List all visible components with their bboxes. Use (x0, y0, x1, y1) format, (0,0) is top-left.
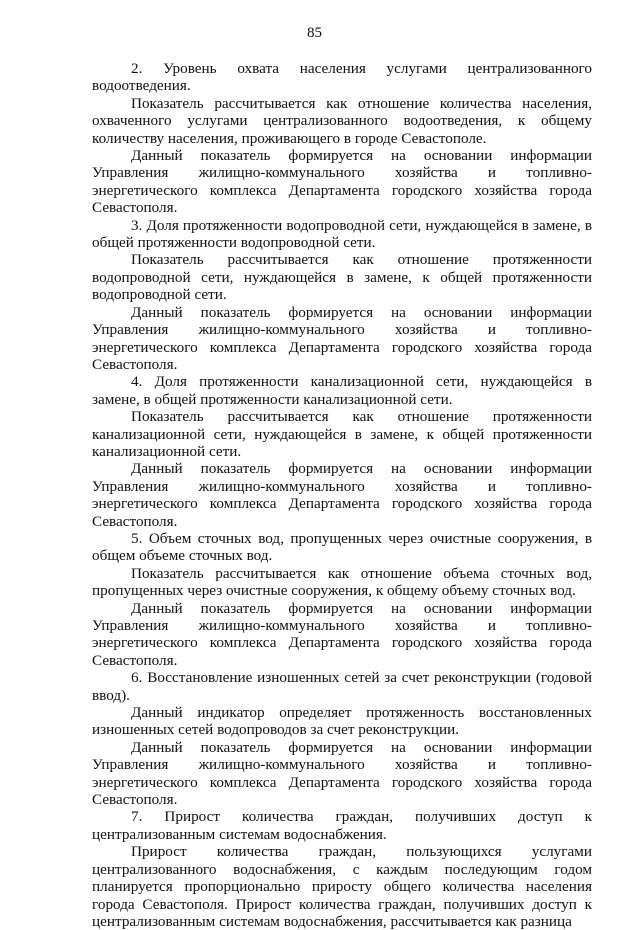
paragraph-item-3-source: Данный показатель формируется на основании информации Управления жилищно-коммунального хозяйства и топливно-энергетического комплекса Департамента городского хозяйства города Севастополя. (92, 303, 592, 373)
document-body (92, 60, 592, 930)
paragraph-item-2-calculation: Показатель рассчитывается как отношение количества населения, охваченного услугами централизованного водоотведения, к общему количеству населения, проживающего в городе Севастополе. (92, 94, 592, 147)
paragraph-item-6-calculation: Данный индикатор определяет протяженность восстановленных изношенных сетей водопроводов за счет реконструкции. (92, 704, 592, 739)
paragraph-item-2-heading: 2. Уровень охвата населения услугами централизованного водоотведения. (92, 60, 592, 95)
paragraph-item-5-calculation: Показатель рассчитывается как отношение объема сточных вод, пропущенных через очистные сооружения, к общему объему сточных вод. (92, 564, 592, 600)
paragraph-item-4-heading: 4. Доля протяженности канализационной сети, нуждающейся в замене, в общей протяженности канализационной сети. (92, 373, 592, 408)
paragraph-item-2-source: Данный показатель формируется на основании информации Управления жилищно-коммунального хозяйства и топливно-энергетического комплекса Департамента городского хозяйства города Севастополя. (92, 147, 592, 217)
paragraph-item-5-heading: 5. Объем сточных вод, пропущенных через очистные сооружения, в общем объеме сточных вод. (92, 529, 592, 565)
page-number: 85 (307, 25, 322, 41)
paragraph-item-3-calculation: Показатель рассчитывается как отношение протяженности водопроводной сети, нуждающейся в замене, к общей протяженности водопроводной сети. (92, 251, 592, 304)
paragraph-item-7-heading: 7. Прирост количества граждан, получивших доступ к централизованным системам водоснабжения. (92, 808, 592, 843)
paragraph-item-6-source: Данный показатель формируется на основании информации Управления жилищно-коммунального хозяйства и топливно-энергетического комплекса Департамента городского хозяйства города Севастополя. (92, 738, 592, 809)
paragraph-item-3-heading: 3. Доля протяженности водопроводной сети, нуждающейся в замене, в общей протяженности водопроводной сети. (92, 216, 592, 252)
paragraph-item-4-source: Данный показатель формируется на основании информации Управления жилищно-коммунального хозяйства и топливно-энергетического комплекса Департамента городского хозяйства города Севастополя. (92, 460, 592, 530)
paragraph-item-6-heading: 6. Восстановление изношенных сетей за счет реконструкции (годовой ввод). (92, 669, 592, 704)
paragraph-item-4-calculation: Показатель рассчитывается как отношение протяженности канализационной сети, нуждающейся в замене, к общей протяженности канализационной сети. (92, 408, 592, 460)
paragraph-item-7-calculation: Прирост количества граждан, пользующихся услугами централизованного водоснабжения, с каждым последующим годом планируется пропорционально приросту общего количества населения города Севастополя. Прирост количества граждан, получивших доступ к централизованным системам водоснабжения, рассчитывается как разница (92, 843, 592, 930)
paragraph-item-5-source: Данный показатель формируется на основании информации Управления жилищно-коммунального хозяйства и топливно-энергетического комплекса Департамента городского хозяйства города Севастополя. (92, 599, 592, 669)
